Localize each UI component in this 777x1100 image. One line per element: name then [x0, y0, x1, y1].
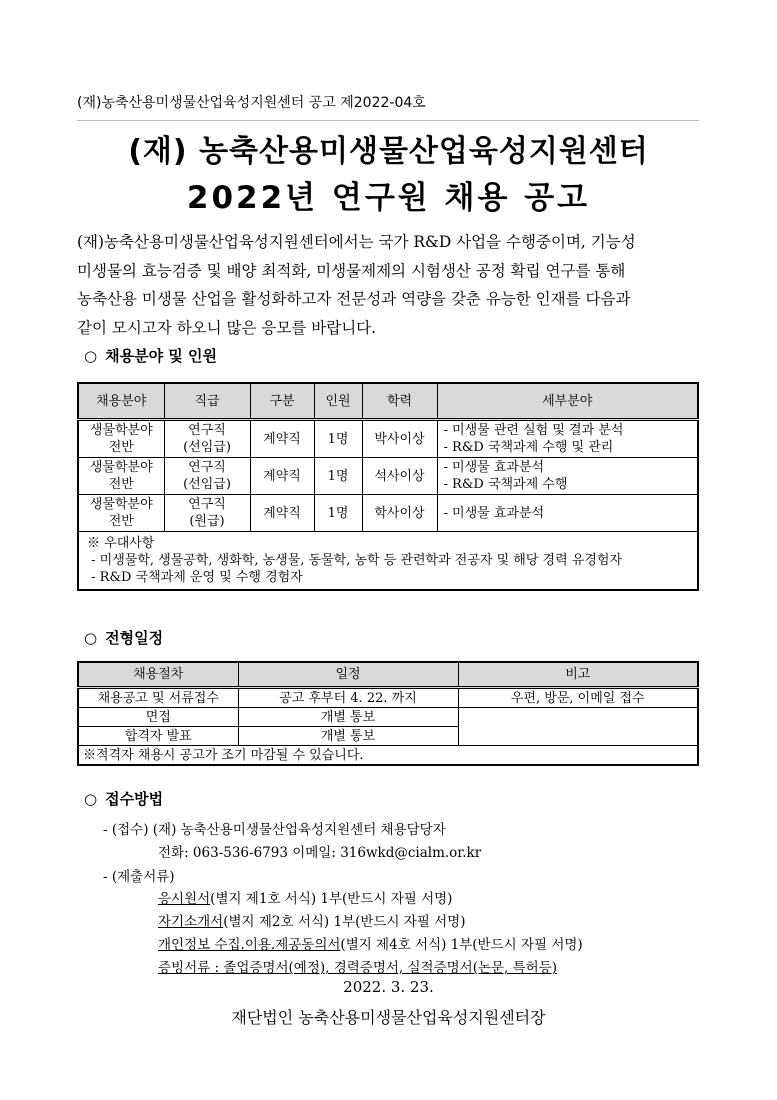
schedule-cell: 개별 통보 — [238, 727, 458, 746]
schedule-cell: 개별 통보 — [238, 708, 458, 727]
field-cell: 생물학분야 전반 — [78, 495, 164, 532]
schedule-table — [77, 661, 699, 766]
intro-line: (재)농축산용미생물산업육성지원센터에서는 국가 R&D 사업을 수행중이며, 기능성 — [77, 233, 636, 251]
type-cell: 계약직 — [250, 495, 314, 532]
notice-number: (재)농축산용미생물산업육성지원센터 공고 제2022-04호 — [77, 95, 426, 111]
document-desc: (별지 제4호 서식) 1부(반드시 자필 서명) — [340, 937, 583, 953]
table-row — [78, 495, 698, 532]
recruitment-table — [77, 382, 699, 591]
section-title: 전형일정 — [105, 629, 164, 647]
document-name: 개인정보 수집.이용.제공동의서 — [158, 937, 341, 953]
col-header: 구분 — [250, 383, 314, 420]
contact-info: 전화: 063-536-6793 이메일: 316wkd@cialm.or.kr — [158, 845, 482, 861]
announcement-date: 2022. 3. 23. — [343, 978, 434, 996]
intro-paragraph — [77, 228, 699, 342]
schedule-cell: 공고 후부터 4. 22. 까지 — [238, 688, 458, 708]
field-cell: 생물학분야 전반 — [78, 420, 164, 458]
education-cell: 석사이상 — [362, 458, 437, 495]
table-row — [78, 708, 698, 727]
circle-bullet-icon: ○ — [84, 629, 98, 647]
education-cell: 박사이상 — [362, 420, 437, 458]
document-name: 자기소개서 — [158, 914, 224, 930]
detail-cell: - 미생물 관련 실험 및 결과 분석 - R&D 국책과제 수행 및 관리 — [437, 420, 698, 458]
intro-line: 같이 모시고자 하오니 많은 응모를 바랍니다. — [77, 318, 377, 337]
table-header-row — [78, 383, 698, 420]
detail-cell: - 미생물 효과분석 — [437, 495, 698, 532]
count-cell: 1명 — [314, 420, 362, 458]
section-title: 접수방법 — [105, 790, 164, 808]
submission-contact: - (접수) (재) 농축산용미생물산업육성지원센터 채용담당자 — [103, 822, 446, 838]
document-item — [158, 887, 452, 907]
col-header: 직급 — [164, 383, 250, 420]
section-heading-recruitment — [84, 345, 217, 366]
step-cell: 채용공고 및 서류접수 — [78, 688, 238, 708]
section-heading-schedule — [84, 627, 163, 648]
step-cell: 합격자 발표 — [78, 727, 238, 746]
detail-cell: - 미생물 효과분석 - R&D 국책과제 수행 — [437, 458, 698, 495]
education-cell: 학사이상 — [362, 495, 437, 532]
type-cell: 계약직 — [250, 458, 314, 495]
document-name: 증빙서류 : 졸업증명서(예정), 경력증명서, 실적증명서(논문, 특허등) — [158, 960, 558, 976]
table-row — [78, 458, 698, 495]
step-cell: 면접 — [78, 708, 238, 727]
intro-line: 농축산용 미생물 산업을 활성화하고자 전문성과 역량을 갖춘 유능한 인재를 다음과 — [77, 290, 631, 308]
table-notes-row — [78, 532, 698, 591]
field-cell: 생물학분야 전반 — [78, 458, 164, 495]
rank-cell: 연구직 (선임급) — [164, 458, 250, 495]
section-title: 채용분야 및 인원 — [105, 347, 217, 365]
preference-notes — [78, 532, 698, 591]
schedule-note: ※적격자 채용시 공고가 조기 마감될 수 있습니다. — [78, 746, 698, 766]
table-header-row — [78, 662, 698, 688]
remark-cell — [458, 708, 698, 746]
type-cell: 계약직 — [250, 420, 314, 458]
table-row — [78, 688, 698, 708]
document-desc: (별지 제2호 서식) 1부(반드시 자필 서명) — [223, 914, 466, 930]
remark-cell: 우편, 방문, 이메일 접수 — [458, 688, 698, 708]
signature: 재단법인 농축산용미생물산업육성지원센터장 — [231, 1008, 546, 1027]
count-cell: 1명 — [314, 495, 362, 532]
circle-bullet-icon: ○ — [84, 790, 98, 808]
document-item — [158, 933, 583, 953]
col-header: 채용분야 — [78, 383, 164, 420]
intro-line: 미생물의 효능검증 및 배양 최적화, 미생물제제의 시험생산 공정 확립 연구를 통해 — [77, 261, 626, 280]
col-header: 세부분야 — [437, 383, 698, 420]
col-header: 채용절차 — [78, 662, 238, 688]
note-line: - R&D 국책과제 운영 및 수행 경험자 — [87, 570, 303, 585]
document-name: 응시원서 — [158, 891, 211, 907]
document-item — [158, 956, 557, 976]
note-line: - 미생물학, 생물공학, 생화학, 농생물, 동물학, 농학 등 관련학과 전공자 및 해당 경력 유경험자 — [87, 553, 622, 568]
col-header: 비고 — [458, 662, 698, 688]
title-announcement: 2022년 연구원 채용 공고 — [186, 180, 591, 216]
documents-heading: - (제출서류) — [103, 869, 175, 885]
title-organization: (재) 농축산용미생물산업육성지원센터 — [128, 134, 649, 169]
rank-cell: 연구직 (원급) — [164, 495, 250, 532]
document-item — [158, 910, 466, 930]
divider — [77, 120, 699, 121]
col-header: 일정 — [238, 662, 458, 688]
table-notes-row — [78, 746, 698, 766]
note-line: ※ 우대사항 — [87, 536, 155, 551]
col-header: 인원 — [314, 383, 362, 420]
section-heading-submission — [84, 788, 163, 809]
col-header: 학력 — [362, 383, 437, 420]
circle-bullet-icon: ○ — [84, 347, 98, 365]
table-row — [78, 420, 698, 458]
count-cell: 1명 — [314, 458, 362, 495]
document-desc: (별지 제1호 서식) 1부(반드시 자필 서명) — [210, 891, 453, 907]
rank-cell: 연구직 (선임급) — [164, 420, 250, 458]
